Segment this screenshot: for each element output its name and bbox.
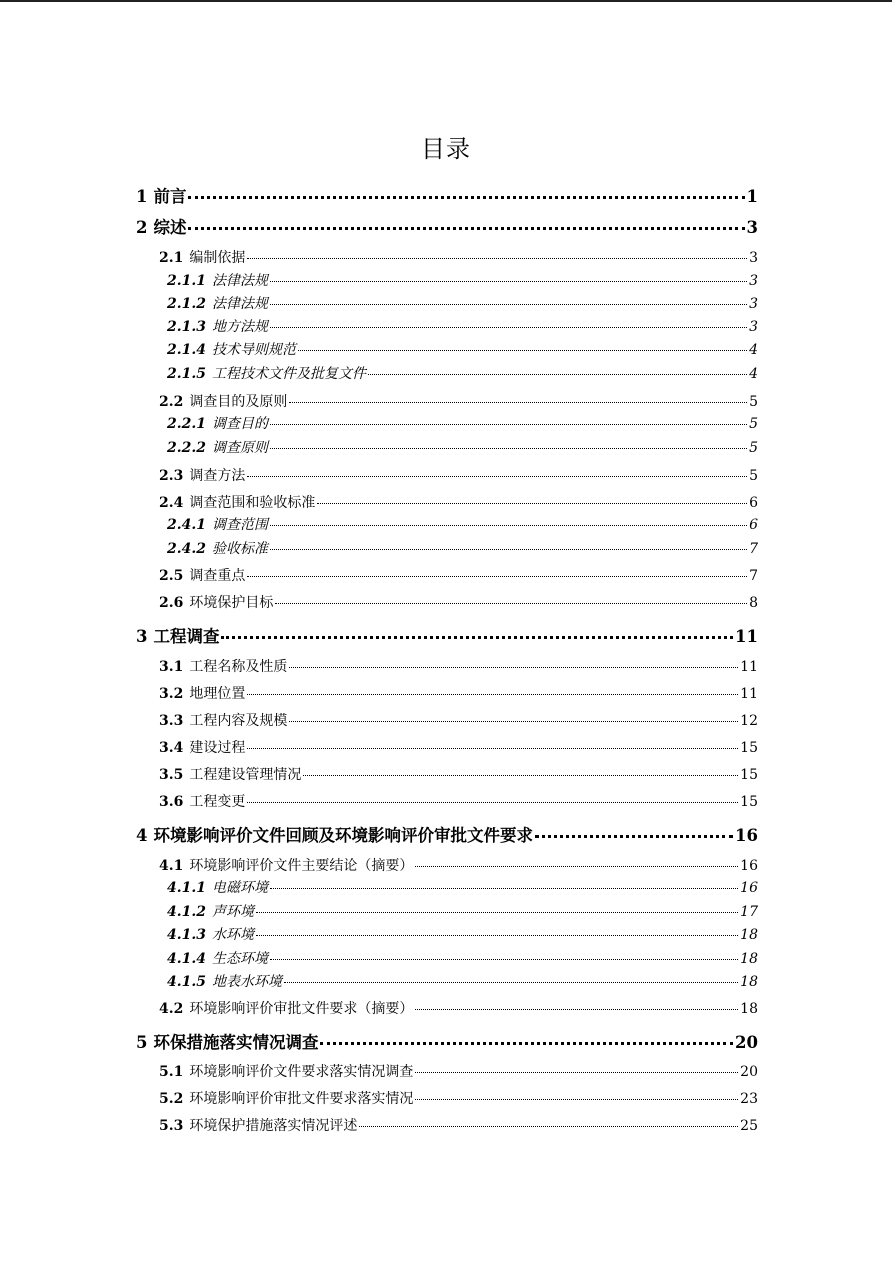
toc-entry-page: 18 [740, 951, 758, 967]
toc-entry-title: 工程调查 [153, 627, 220, 646]
dot-leader [247, 258, 747, 259]
toc-entry-title: 环境保护目标 [189, 595, 274, 611]
toc-entry-page: 16 [735, 826, 758, 845]
toc-entry-page: 12 [740, 713, 758, 729]
dot-leader [247, 748, 738, 749]
toc-entry-number: 2.1.5 [167, 366, 206, 382]
toc-entry-page: 18 [740, 927, 758, 943]
toc-entry-number: 3.4 [159, 740, 184, 756]
toc-entry-level2[interactable] [159, 391, 758, 411]
dot-leader [270, 549, 747, 550]
toc-entry-level2[interactable] [159, 1088, 758, 1108]
toc-entry-level1[interactable] [136, 214, 758, 238]
toc-entry-level2[interactable] [159, 1115, 758, 1135]
toc-entry-level3[interactable] [167, 437, 758, 457]
dot-leader [270, 281, 747, 282]
toc-entry-level3[interactable] [167, 971, 758, 991]
toc-entry-number: 3.3 [159, 713, 184, 729]
dot-leader [270, 304, 747, 305]
toc-entry-page: 11 [735, 627, 758, 646]
toc-entry-page: 11 [740, 686, 758, 702]
toc-entry-number: 5.3 [159, 1118, 184, 1134]
toc-entry-page: 5 [749, 416, 758, 432]
toc-entry-number: 2.3 [159, 468, 184, 484]
toc-entry-number: 1 [136, 187, 148, 206]
toc-entry-title: 调查范围和验收标准 [189, 495, 316, 511]
dot-leader [368, 374, 747, 375]
toc-entry-title: 前言 [153, 187, 187, 206]
toc-entry-level1[interactable] [136, 822, 758, 846]
dot-leader [320, 1042, 733, 1045]
toc-entry-number: 2.6 [159, 595, 184, 611]
toc-entry-number: 5.2 [159, 1091, 184, 1107]
dot-leader [221, 636, 733, 639]
dot-leader [289, 667, 738, 668]
toc-entry-number: 2.4.1 [167, 517, 206, 533]
toc-entry-page: 25 [740, 1118, 758, 1134]
toc-entry-title: 调查范围 [211, 517, 268, 533]
toc-entry-number: 2.1.4 [167, 342, 206, 358]
dot-leader [247, 576, 747, 577]
toc-entry-level3[interactable] [167, 948, 758, 968]
toc-entry-title: 环境影响评价审批文件要求落实情况 [189, 1091, 414, 1107]
toc-entry-title: 编制依据 [189, 250, 246, 266]
top-border [0, 0, 892, 2]
toc-entry-level3[interactable] [167, 363, 758, 383]
toc-entry-number: 3.5 [159, 767, 184, 783]
toc-entry-title: 验收标准 [211, 541, 268, 557]
dot-leader [275, 603, 747, 604]
toc-entry-number: 4.2 [159, 1001, 184, 1017]
dot-leader [415, 1099, 738, 1100]
toc-entry-number: 3.2 [159, 686, 184, 702]
toc-entry-level2[interactable] [159, 764, 758, 784]
toc-entry-title: 调查方法 [189, 468, 246, 484]
dot-leader [298, 350, 747, 351]
toc-entry-page: 7 [749, 568, 758, 584]
toc-entry-level2[interactable] [159, 592, 758, 612]
dot-leader [270, 888, 738, 889]
toc-entry-number: 2.4.2 [167, 541, 206, 557]
toc-entry-page: 7 [749, 541, 758, 557]
toc-entry-number: 2.1 [159, 250, 184, 266]
toc-entry-level2[interactable] [159, 465, 758, 485]
dot-leader [256, 912, 738, 913]
dot-leader [415, 866, 738, 867]
toc-entry-level2[interactable] [159, 492, 758, 512]
page-title: 目录 [421, 135, 471, 163]
toc-entry-number: 4.1.2 [167, 904, 206, 920]
toc-entry-level2[interactable] [159, 791, 758, 811]
toc-entry-number: 4.1 [159, 858, 184, 874]
toc-entry-number: 2.1.3 [167, 319, 206, 335]
toc-entry-number: 4.1.3 [167, 927, 206, 943]
toc-entry-page: 3 [749, 319, 758, 335]
toc-entry-page: 3 [749, 273, 758, 289]
dot-leader [247, 694, 738, 695]
toc-entry-level2[interactable] [159, 683, 758, 703]
toc-entry-page: 4 [749, 366, 758, 382]
toc-entry-number: 3 [136, 627, 148, 646]
dot-leader [188, 196, 744, 199]
toc-entry-page: 3 [749, 250, 758, 266]
toc-entry-level2[interactable] [159, 656, 758, 676]
toc-entry-page: 15 [740, 740, 758, 756]
toc-entry-page: 5 [749, 394, 758, 410]
toc-entry-page: 5 [749, 440, 758, 456]
toc-entry-page: 17 [740, 904, 758, 920]
toc-entry-page: 15 [740, 767, 758, 783]
toc-entry-number: 4.1.5 [167, 974, 206, 990]
toc-entry-number: 4.1.4 [167, 951, 206, 967]
toc-entry-number: 2.4 [159, 495, 184, 511]
dot-leader [289, 402, 747, 403]
toc-entry-number: 2.2 [159, 394, 184, 410]
dot-leader [270, 525, 747, 526]
toc-entry-page: 1 [746, 187, 758, 206]
toc-entry-page: 20 [735, 1033, 758, 1052]
toc-entry-level3[interactable] [167, 901, 758, 921]
toc-entry-title: 工程建设管理情况 [189, 767, 302, 783]
toc-entry-page: 8 [749, 595, 758, 611]
toc-entry-title: 工程内容及规模 [189, 713, 288, 729]
toc-entry-number: 4.1.1 [167, 880, 206, 896]
toc-entry-title: 技术导则规范 [211, 342, 296, 358]
dot-leader [247, 802, 738, 803]
toc-entry-title: 声环境 [211, 904, 254, 920]
dot-leader [270, 424, 747, 425]
toc-entry-page: 4 [749, 342, 758, 358]
toc-entry-page: 16 [740, 858, 758, 874]
toc-entry-number: 3.6 [159, 794, 184, 810]
toc-entry-number: 2.1.1 [167, 273, 206, 289]
toc-entry-number: 2.1.2 [167, 296, 206, 312]
toc-entry-title: 地理位置 [189, 686, 246, 702]
dot-leader [247, 476, 747, 477]
toc-entry-level3[interactable] [167, 538, 758, 558]
dot-leader [415, 1072, 738, 1073]
dot-leader [317, 503, 747, 504]
toc-entry-page: 6 [749, 517, 758, 533]
toc-entry-title: 环境影响评价文件回顾及环境影响评价审批文件要求 [153, 826, 533, 845]
toc-entry-title: 环保措施落实情况调查 [153, 1033, 319, 1052]
dot-leader [188, 227, 744, 230]
dot-leader [256, 935, 738, 936]
dot-leader [535, 835, 733, 838]
toc-entry-page: 3 [746, 218, 758, 237]
toc-entry-title: 法律法规 [211, 296, 268, 312]
toc-entry-title: 地表水环境 [211, 974, 282, 990]
toc-entry-page: 3 [749, 296, 758, 312]
toc-entry-title: 水环境 [211, 927, 254, 943]
toc-entry-title: 工程名称及性质 [189, 659, 288, 675]
toc-entry-level2[interactable] [159, 1061, 758, 1081]
dot-leader [303, 775, 738, 776]
toc-entry-number: 2.2.2 [167, 440, 206, 456]
toc-entry-title: 环境保护措施落实情况评述 [189, 1118, 358, 1134]
toc-entry-level3[interactable] [167, 316, 758, 336]
toc-entry-page: 16 [740, 880, 758, 896]
dot-leader [359, 1126, 738, 1127]
toc-entry-level2[interactable] [159, 247, 758, 267]
dot-leader [270, 327, 747, 328]
toc-entry-title: 法律法规 [211, 273, 268, 289]
toc-entry-title: 环境影响评价文件要求落实情况调查 [189, 1064, 414, 1080]
toc-entry-title: 电磁环境 [211, 880, 268, 896]
toc-entry-level2[interactable] [159, 710, 758, 730]
toc-entry-page: 11 [740, 659, 758, 675]
toc-entry-level2[interactable] [159, 737, 758, 757]
toc-entry-number: 2.2.1 [167, 416, 206, 432]
toc-entry-title: 环境影响评价文件主要结论（摘要） [189, 858, 414, 874]
toc-entry-title: 工程技术文件及批复文件 [211, 366, 366, 382]
toc-entry-page: 23 [740, 1091, 758, 1107]
toc-entry-number: 3.1 [159, 659, 184, 675]
toc-entry-level3[interactable] [167, 413, 758, 433]
toc-entry-title: 调查目的 [211, 416, 268, 432]
toc-entry-title: 调查重点 [189, 568, 246, 584]
toc-entry-title: 综述 [153, 218, 187, 237]
toc-entry-title: 生态环境 [211, 951, 268, 967]
toc-entry-number: 2.5 [159, 568, 184, 584]
toc-entry-page: 18 [740, 1001, 758, 1017]
toc-entry-title: 地方法规 [211, 319, 268, 335]
toc-entry-level3[interactable] [167, 924, 758, 944]
toc-entry-number: 2 [136, 218, 148, 237]
toc-entry-page: 6 [749, 495, 758, 511]
toc-entry-level2[interactable] [159, 855, 758, 875]
toc-entry-page: 18 [740, 974, 758, 990]
toc-entry-level3[interactable] [167, 339, 758, 359]
toc-entry-level2[interactable] [159, 998, 758, 1018]
toc-entry-title: 工程变更 [189, 794, 246, 810]
dot-leader [270, 448, 747, 449]
toc-entry-title: 建设过程 [189, 740, 246, 756]
dot-leader [289, 721, 738, 722]
toc-entry-level3[interactable] [167, 514, 758, 534]
toc-entry-level3[interactable] [167, 270, 758, 290]
toc-entry-number: 4 [136, 826, 148, 845]
toc-entry-page: 15 [740, 794, 758, 810]
toc-entry-title: 调查原则 [211, 440, 268, 456]
toc-entry-page: 20 [740, 1064, 758, 1080]
toc-entry-level1[interactable] [136, 623, 758, 647]
toc-entry-level3[interactable] [167, 877, 758, 897]
toc-entry-title: 调查目的及原则 [189, 394, 288, 410]
toc-entry-number: 5.1 [159, 1064, 184, 1080]
toc-entry-page: 5 [749, 468, 758, 484]
toc-entry-number: 5 [136, 1033, 148, 1052]
toc-entry-level2[interactable] [159, 565, 758, 585]
toc-entry-title: 环境影响评价审批文件要求（摘要） [189, 1001, 414, 1017]
toc-entry-level1[interactable] [136, 1029, 758, 1053]
toc-entry-level1[interactable] [136, 183, 758, 207]
dot-leader [415, 1009, 738, 1010]
toc-entry-level3[interactable] [167, 293, 758, 313]
dot-leader [270, 959, 738, 960]
dot-leader [284, 982, 738, 983]
